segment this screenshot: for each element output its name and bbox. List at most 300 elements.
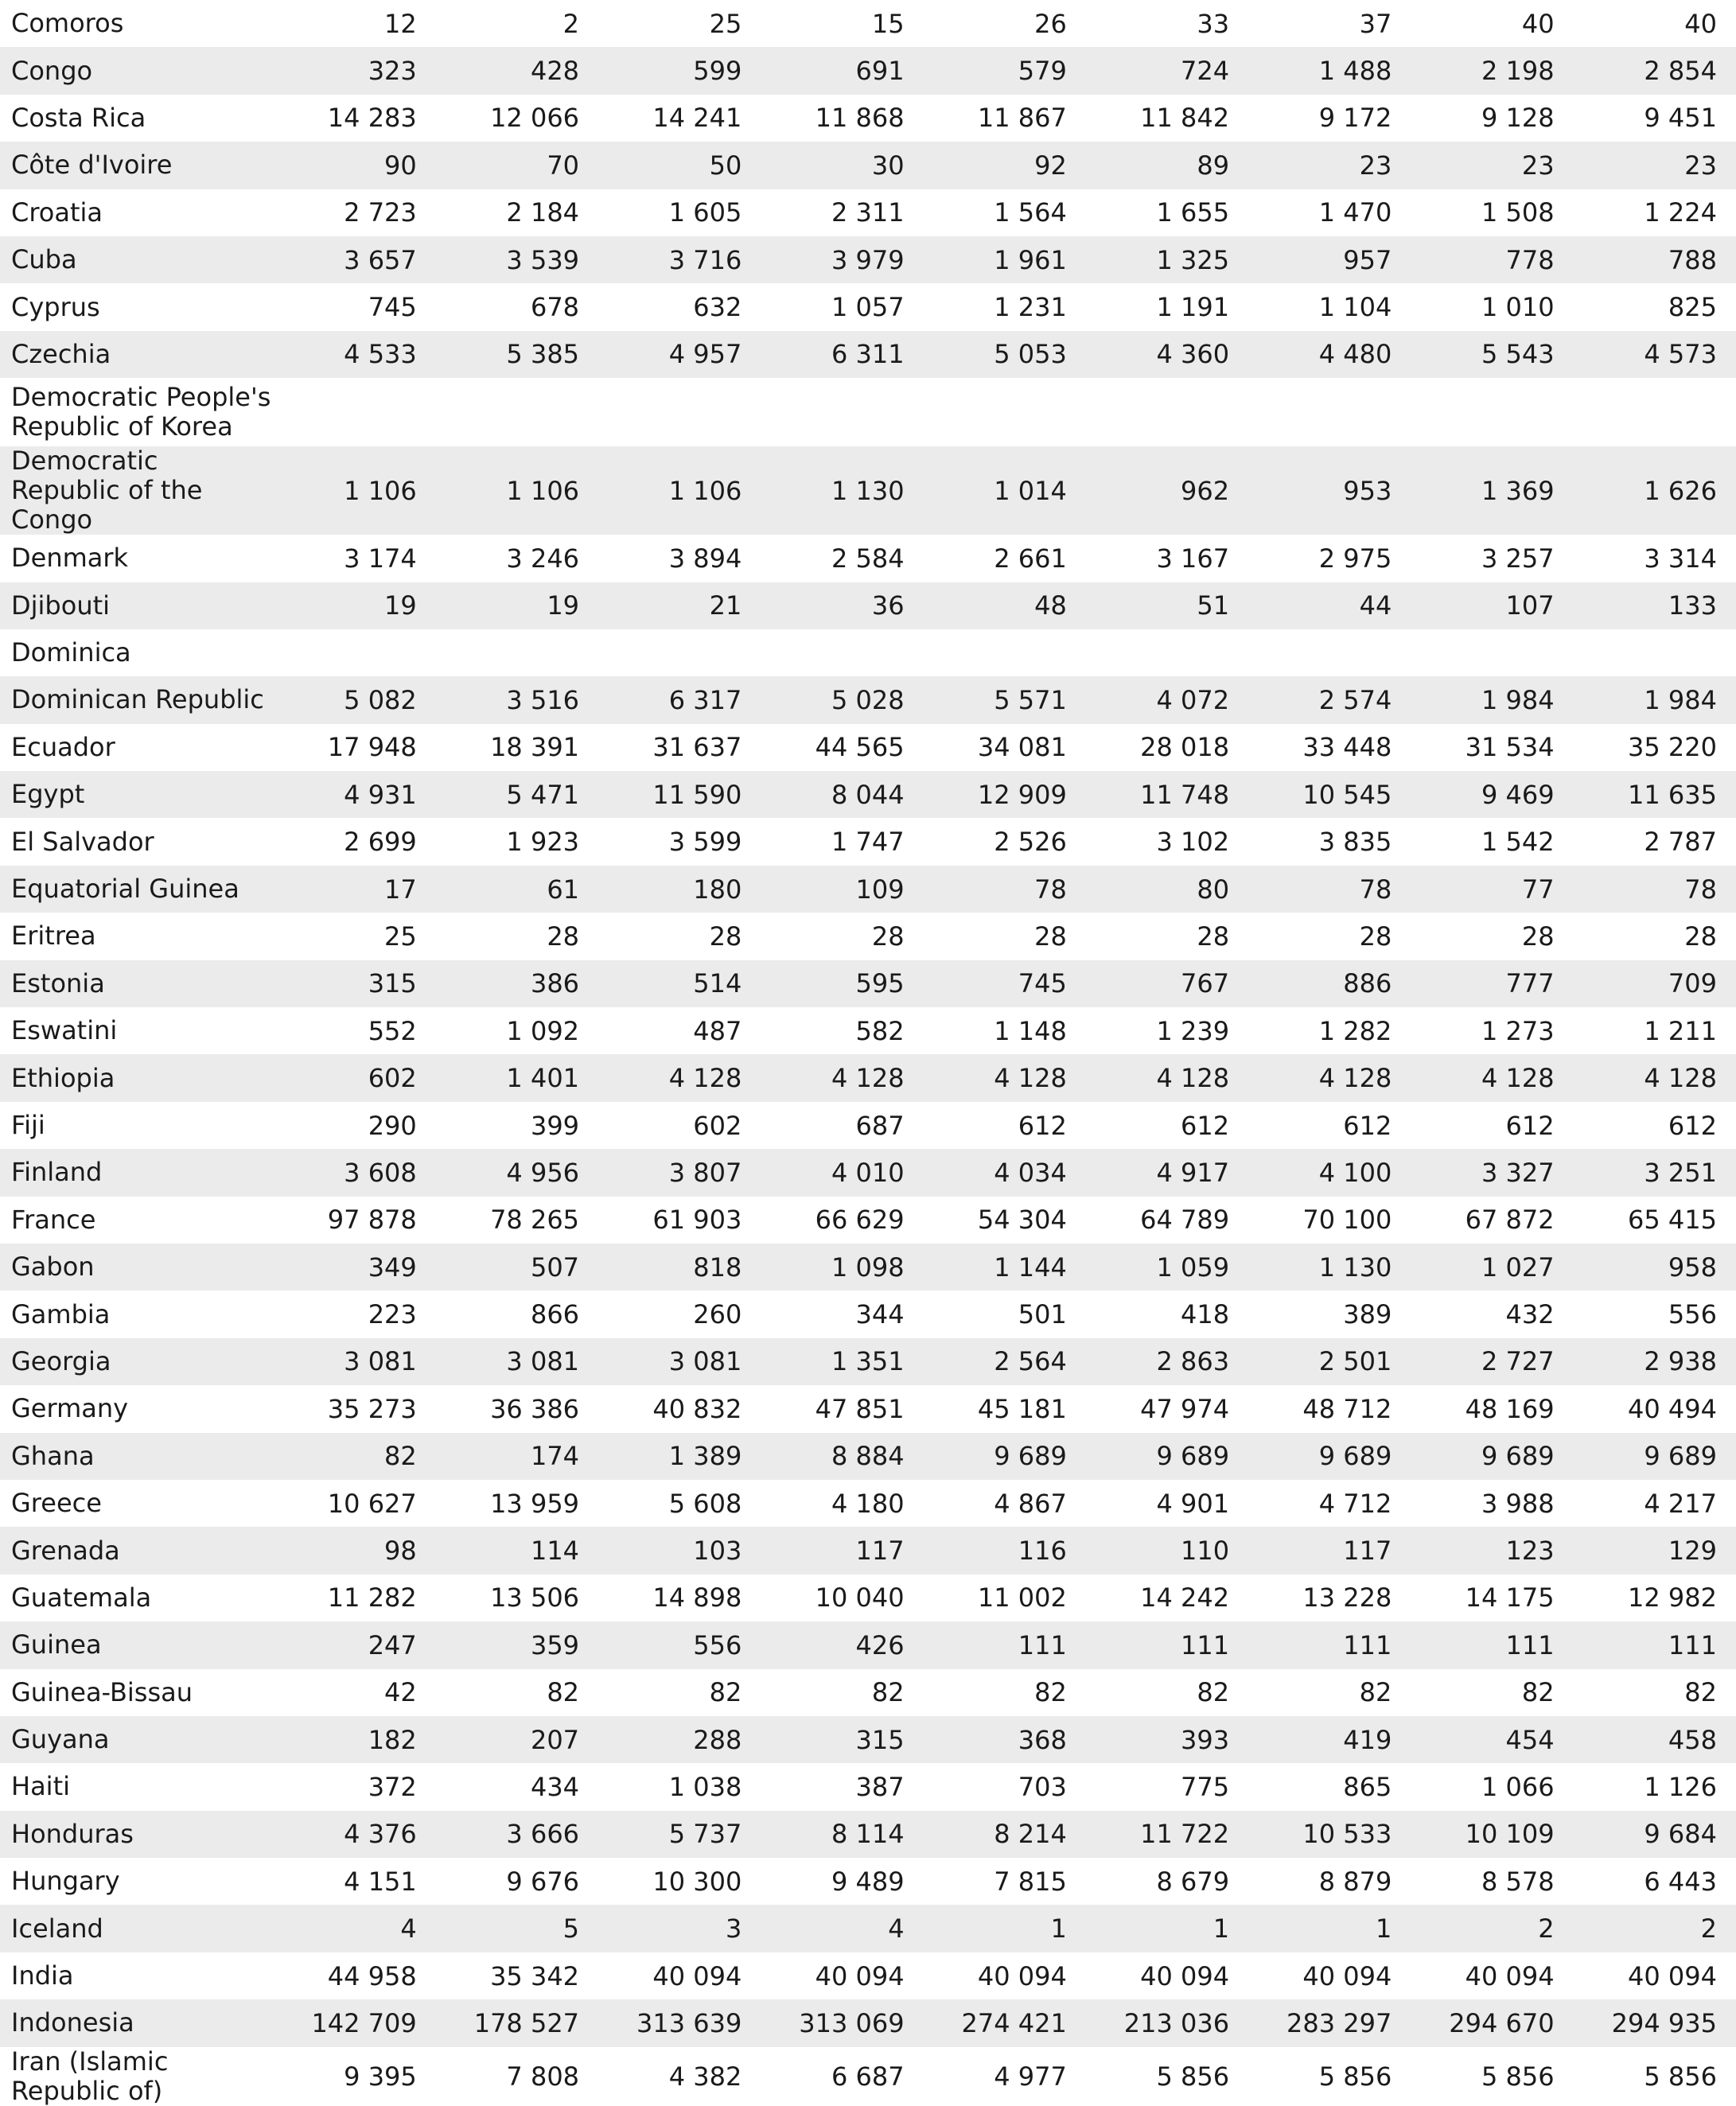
value-cell: 886 <box>1248 960 1411 1007</box>
table-row <box>0 535 1736 582</box>
value-cell: 2 699 <box>344 827 417 858</box>
value-cell: 3 327 <box>1411 1149 1573 1196</box>
value-cell: 47 974 <box>1140 1393 1230 1424</box>
value-cell: 2 311 <box>831 197 905 228</box>
value-cell: 323 <box>274 47 436 94</box>
value-cell: 78 <box>924 866 1086 913</box>
value-cell: 4 480 <box>1248 331 1411 378</box>
table-row <box>0 446 1736 535</box>
value-cell: 14 283 <box>327 103 417 134</box>
value-cell: 8 578 <box>1481 1866 1555 1897</box>
value-cell: 953 <box>1248 446 1411 535</box>
value-cell: 98 <box>274 1527 436 1574</box>
value-cell: 4 128 <box>924 1054 1086 1101</box>
value-cell: 1 106 <box>274 446 436 535</box>
country-name-cell: Eritrea <box>11 921 96 952</box>
country-name-cell: Greece <box>11 1488 102 1519</box>
value-cell: 6 311 <box>761 331 923 378</box>
value-cell: 3 608 <box>274 1149 436 1196</box>
value-cell: 825 <box>1668 292 1717 323</box>
value-cell: 7 815 <box>994 1866 1067 1897</box>
value-cell: 180 <box>598 866 761 913</box>
country-name-cell: Equatorial Guinea <box>0 866 274 913</box>
value-cell: 17 <box>274 866 436 913</box>
country-name-cell: Czechia <box>0 331 274 378</box>
table-row <box>0 1811 1736 1858</box>
value-cell: 89 <box>1086 142 1248 189</box>
value-cell: 4 382 <box>668 2061 742 2092</box>
value-cell: 25 <box>384 921 417 952</box>
value-cell: 556 <box>1668 1299 1717 1330</box>
value-cell: 1 <box>1086 1905 1248 1952</box>
value-cell: 454 <box>1411 1716 1573 1763</box>
value-cell: 1 564 <box>994 197 1067 228</box>
value-cell: 426 <box>761 1621 923 1668</box>
value-cell: 5 543 <box>1411 331 1573 378</box>
table-row <box>0 818 1736 865</box>
value-cell: 4 360 <box>1086 331 1248 378</box>
value-cell: 556 <box>598 1621 761 1668</box>
value-cell: 818 <box>598 1244 761 1290</box>
value-cell: 67 872 <box>1465 1205 1555 1236</box>
value-cell: 14 175 <box>1465 1582 1555 1614</box>
value-cell: 3 666 <box>436 1811 598 1858</box>
value-cell: 1 923 <box>506 827 580 858</box>
country-name-cell: Denmark <box>11 543 129 574</box>
value-cell: 1 401 <box>436 1054 598 1101</box>
value-cell: 114 <box>436 1527 598 1574</box>
value-cell: 45 181 <box>977 1393 1067 1424</box>
value-cell: 6 443 <box>1644 1866 1717 1897</box>
value-cell: 1 038 <box>668 1771 742 1802</box>
value-cell: 4 034 <box>924 1149 1086 1196</box>
value-cell: 612 <box>1668 1110 1717 1141</box>
value-cell: 44 <box>1248 582 1411 629</box>
value-cell: 1 010 <box>1481 292 1555 323</box>
value-cell: 11 282 <box>327 1582 417 1614</box>
value-cell: 23 <box>1574 142 1736 189</box>
table-row <box>0 629 1736 676</box>
value-cell: 288 <box>598 1716 761 1763</box>
table-row <box>0 1952 1736 1999</box>
value-cell: 2 787 <box>1644 827 1717 858</box>
value-cell: 313 069 <box>761 1999 923 2046</box>
country-name-cell: Democratic Republic of the Congo <box>0 446 274 535</box>
value-cell <box>761 378 923 446</box>
value-cell: 48 <box>924 582 1086 629</box>
value-cell: 51 <box>1086 582 1248 629</box>
value-cell <box>1411 378 1573 446</box>
value-cell: 35 220 <box>1628 732 1717 763</box>
value-cell: 2 526 <box>994 827 1067 858</box>
value-cell <box>274 378 436 446</box>
value-cell: 14 898 <box>652 1582 742 1614</box>
value-cell: 4 072 <box>1086 676 1248 723</box>
value-cell: 315 <box>274 960 436 1007</box>
value-cell: 111 <box>1248 1621 1411 1668</box>
table-row <box>0 1858 1736 1905</box>
value-cell: 10 300 <box>652 1866 742 1897</box>
value-cell: 5 856 <box>1156 2061 1230 2092</box>
country-name-cell: Cuba <box>0 236 274 283</box>
country-name-cell: Congo <box>0 47 274 94</box>
value-cell: 4 533 <box>274 331 436 378</box>
value-cell: 92 <box>924 142 1086 189</box>
value-cell: 501 <box>1018 1299 1067 1330</box>
value-cell: 82 <box>871 1677 905 1708</box>
value-cell: 35 273 <box>327 1393 417 1424</box>
country-name-cell: Cyprus <box>11 291 100 322</box>
value-cell: 612 <box>1018 1110 1067 1141</box>
value-cell: 2 574 <box>1248 676 1411 723</box>
value-cell: 4 128 <box>1086 1054 1248 1101</box>
value-cell: 1 626 <box>1574 446 1736 535</box>
value-cell: 50 <box>598 142 761 189</box>
value-cell: 4 151 <box>344 1866 417 1897</box>
table-row <box>0 142 1736 189</box>
country-name-cell: Egypt <box>0 771 274 818</box>
value-cell: 7 808 <box>506 2061 580 2092</box>
value-cell: 47 851 <box>815 1393 905 1424</box>
value-cell: 110 <box>1086 1527 1248 1574</box>
value-cell: 4 010 <box>761 1149 923 1196</box>
value-cell: 182 <box>274 1716 436 1763</box>
value-cell: 5 856 <box>1481 2061 1555 2092</box>
value-cell: 111 <box>924 1621 1086 1668</box>
value-cell: 133 <box>1574 582 1736 629</box>
value-cell: 612 <box>1181 1110 1230 1141</box>
value-cell: 28 <box>1684 921 1717 952</box>
value-cell: 44 565 <box>815 732 905 763</box>
value-cell: 3 988 <box>1481 1488 1555 1519</box>
value-cell <box>598 629 761 676</box>
table-row <box>0 724 1736 771</box>
country-name-cell: Guinea-Bissau <box>11 1676 193 1707</box>
value-cell: 11 748 <box>1086 771 1248 818</box>
value-cell: 1 984 <box>1574 676 1736 723</box>
country-name-cell: Eswatini <box>11 1015 118 1046</box>
value-cell: 61 <box>436 866 598 913</box>
value-cell: 11 868 <box>815 103 905 134</box>
value-cell: 9 469 <box>1411 771 1573 818</box>
value-cell: 65 415 <box>1628 1205 1717 1236</box>
value-cell: 9 684 <box>1574 1811 1736 1858</box>
value-cell: 9 395 <box>344 2061 417 2092</box>
value-cell: 612 <box>1343 1110 1392 1141</box>
value-cell <box>924 378 1086 446</box>
value-cell <box>924 629 1086 676</box>
value-cell: 2 184 <box>506 197 580 228</box>
value-cell: 28 <box>1359 921 1392 952</box>
value-cell: 70 <box>436 142 598 189</box>
value-cell: 18 391 <box>490 732 580 763</box>
table-row <box>0 331 1736 378</box>
value-cell: 90 <box>274 142 436 189</box>
value-cell: 2 938 <box>1574 1338 1736 1385</box>
value-cell: 3 314 <box>1644 543 1717 574</box>
value-cell: 691 <box>761 47 923 94</box>
value-cell: 678 <box>530 292 580 323</box>
value-cell: 111 <box>1411 1621 1573 1668</box>
value-cell: 21 <box>598 582 761 629</box>
value-cell: 4 977 <box>994 2061 1067 2092</box>
value-cell: 247 <box>274 1621 436 1668</box>
value-cell: 612 <box>1505 1110 1555 1141</box>
value-cell: 602 <box>274 1054 436 1101</box>
value-cell: 111 <box>1086 1621 1248 1668</box>
value-cell: 3 102 <box>1156 827 1230 858</box>
value-cell: 37 <box>1359 8 1392 39</box>
value-cell: 13 228 <box>1302 1582 1392 1614</box>
country-name-cell: Haiti <box>11 1771 70 1802</box>
value-cell: 2 661 <box>994 543 1067 574</box>
value-cell: 514 <box>598 960 761 1007</box>
country-name-cell: Costa Rica <box>11 102 146 133</box>
value-cell: 3 <box>598 1905 761 1952</box>
country-name-cell: El Salvador <box>11 826 154 857</box>
value-cell: 5 028 <box>761 676 923 723</box>
value-cell: 2 723 <box>344 197 417 228</box>
value-cell: 35 342 <box>490 1960 580 1991</box>
value-cell: 10 040 <box>815 1582 905 1614</box>
value-cell: 1 027 <box>1411 1244 1573 1290</box>
value-cell: 80 <box>1086 866 1248 913</box>
value-cell: 294 670 <box>1411 1999 1573 2046</box>
country-name-cell: India <box>11 1960 74 1991</box>
value-cell: 4 917 <box>1086 1149 1248 1196</box>
value-cell: 9 172 <box>1318 103 1392 134</box>
value-cell: 5 053 <box>924 331 1086 378</box>
value-cell: 703 <box>1018 1771 1067 1802</box>
value-cell: 1 <box>1248 1905 1411 1952</box>
value-cell: 82 <box>709 1677 742 1708</box>
value-cell: 3 081 <box>274 1338 436 1385</box>
table-row <box>0 1102 1736 1149</box>
value-cell: 9 128 <box>1481 103 1555 134</box>
value-cell: 9 451 <box>1644 103 1717 134</box>
value-cell: 5 385 <box>436 331 598 378</box>
value-cell: 31 534 <box>1465 732 1555 763</box>
value-cell: 8 114 <box>761 1811 923 1858</box>
value-cell: 1 239 <box>1156 1015 1230 1046</box>
value-cell: 274 421 <box>924 1999 1086 2046</box>
table-row <box>0 378 1736 446</box>
table-row <box>0 2047 1736 2106</box>
table-row <box>0 1149 1736 1196</box>
value-cell: 3 835 <box>1318 827 1392 858</box>
value-cell: 123 <box>1411 1527 1573 1574</box>
table-row <box>0 1999 1736 2046</box>
value-cell: 8 214 <box>924 1811 1086 1858</box>
value-cell: 223 <box>368 1299 417 1330</box>
value-cell: 1 470 <box>1318 197 1392 228</box>
value-cell: 602 <box>693 1110 742 1141</box>
value-cell: 15 <box>871 8 905 39</box>
table-row <box>0 1433 1736 1480</box>
value-cell <box>761 629 923 676</box>
table-row <box>0 1905 1736 1952</box>
value-cell: 4 217 <box>1644 1488 1717 1519</box>
country-name-cell: Indonesia <box>0 1999 274 2046</box>
value-cell: 64 789 <box>1140 1205 1230 1236</box>
value-cell: 5 471 <box>436 771 598 818</box>
value-cell: 1 066 <box>1481 1771 1555 1802</box>
value-cell: 3 081 <box>436 1338 598 1385</box>
value-cell: 10 533 <box>1248 1811 1411 1858</box>
value-cell: 44 958 <box>327 1960 417 1991</box>
value-cell: 1 605 <box>668 197 742 228</box>
value-cell: 1 655 <box>1156 197 1230 228</box>
value-cell: 3 081 <box>598 1338 761 1385</box>
value-cell: 40 <box>1521 8 1555 39</box>
value-cell: 2 <box>1411 1905 1573 1952</box>
country-name-cell: Estonia <box>0 960 274 1007</box>
value-cell: 103 <box>598 1527 761 1574</box>
value-cell: 213 036 <box>1086 1999 1248 2046</box>
value-cell: 507 <box>436 1244 598 1290</box>
value-cell: 40 832 <box>652 1393 742 1424</box>
value-cell: 778 <box>1411 236 1573 283</box>
value-cell: 3 716 <box>598 236 761 283</box>
value-cell: 25 <box>709 8 742 39</box>
value-cell: 1 961 <box>924 236 1086 283</box>
value-cell: 2 727 <box>1411 1338 1573 1385</box>
value-cell: 11 867 <box>977 103 1067 134</box>
value-cell: 1 014 <box>924 446 1086 535</box>
table-row <box>0 1054 1736 1101</box>
value-cell: 387 <box>855 1771 905 1802</box>
value-cell: 3 516 <box>436 676 598 723</box>
table-row <box>0 1575 1736 1621</box>
value-cell: 11 590 <box>598 771 761 818</box>
country-name-cell: Guinea <box>0 1621 274 1668</box>
value-cell: 31 637 <box>652 732 742 763</box>
value-cell: 3 979 <box>761 236 923 283</box>
value-cell: 28 <box>1197 921 1230 952</box>
value-cell: 386 <box>436 960 598 1007</box>
value-cell: 66 629 <box>815 1205 905 1236</box>
table-row <box>0 866 1736 913</box>
country-name-cell: Grenada <box>0 1527 274 1574</box>
value-cell: 1 144 <box>924 1244 1086 1290</box>
value-cell: 4 128 <box>761 1054 923 1101</box>
value-cell: 19 <box>436 582 598 629</box>
value-cell: 40 094 <box>652 1960 742 1991</box>
value-cell: 709 <box>1574 960 1736 1007</box>
value-cell: 5 737 <box>598 1811 761 1858</box>
table-row <box>0 95 1736 142</box>
table-row <box>0 1338 1736 1385</box>
value-cell: 28 <box>1034 921 1067 952</box>
value-cell: 958 <box>1574 1244 1736 1290</box>
value-cell: 23 <box>1411 142 1573 189</box>
value-cell: 4 931 <box>274 771 436 818</box>
value-cell: 1 542 <box>1481 827 1555 858</box>
value-cell: 23 <box>1248 142 1411 189</box>
country-name-cell: Germany <box>11 1393 129 1424</box>
value-cell: 28 018 <box>1140 732 1230 763</box>
value-cell: 48 169 <box>1465 1393 1555 1424</box>
value-cell: 3 894 <box>668 543 742 574</box>
value-cell: 142 709 <box>274 1999 436 2046</box>
value-cell: 40 094 <box>1140 1960 1230 1991</box>
table-row <box>0 47 1736 94</box>
value-cell: 70 100 <box>1302 1205 1392 1236</box>
value-cell: 745 <box>924 960 1086 1007</box>
country-name-cell: Gambia <box>11 1298 111 1329</box>
value-cell: 418 <box>1181 1299 1230 1330</box>
value-cell: 2 584 <box>831 543 905 574</box>
value-cell: 9 689 <box>1248 1433 1411 1480</box>
value-cell: 34 081 <box>977 732 1067 763</box>
value-cell: 82 <box>274 1433 436 1480</box>
value-cell: 10 109 <box>1411 1811 1573 1858</box>
country-name-cell: Guatemala <box>11 1582 152 1613</box>
value-cell: 962 <box>1086 446 1248 535</box>
value-cell: 117 <box>1248 1527 1411 1574</box>
value-cell: 6 687 <box>831 2061 905 2092</box>
value-cell: 344 <box>855 1299 905 1330</box>
value-cell: 552 <box>368 1015 417 1046</box>
value-cell: 1 092 <box>506 1015 580 1046</box>
value-cell: 5 856 <box>1318 2061 1392 2092</box>
value-cell: 28 <box>1521 921 1555 952</box>
value-cell: 11 842 <box>1140 103 1230 134</box>
value-cell: 1 231 <box>994 292 1067 323</box>
value-cell: 82 <box>1034 1677 1067 1708</box>
table-row <box>0 1007 1736 1054</box>
value-cell: 40 094 <box>815 1960 905 1991</box>
country-name-cell: Côte d'Ivoire <box>0 142 274 189</box>
value-cell: 1 508 <box>1481 197 1555 228</box>
country-name-cell: Gabon <box>0 1244 274 1290</box>
value-cell: 315 <box>761 1716 923 1763</box>
value-cell: 5 856 <box>1644 2061 1717 2092</box>
value-cell: 1 106 <box>598 446 761 535</box>
value-cell <box>1248 378 1411 446</box>
table-row <box>0 1480 1736 1527</box>
value-cell: 19 <box>274 582 436 629</box>
country-name-cell: Ecuador <box>11 731 115 762</box>
value-cell: 866 <box>530 1299 580 1330</box>
value-cell: 2 564 <box>924 1338 1086 1385</box>
country-name-cell: Iceland <box>0 1905 274 1952</box>
value-cell: 17 948 <box>327 732 417 763</box>
value-cell: 40 094 <box>1628 1960 1717 1991</box>
table-row <box>0 1385 1736 1432</box>
value-cell: 372 <box>368 1771 417 1802</box>
table-row <box>0 236 1736 283</box>
country-name-cell: Hungary <box>11 1866 120 1897</box>
value-cell: 14 242 <box>1140 1582 1230 1614</box>
value-cell: 12 982 <box>1628 1582 1717 1614</box>
value-cell <box>598 378 761 446</box>
value-cell: 3 251 <box>1574 1149 1736 1196</box>
table-row <box>0 676 1736 723</box>
table-row <box>0 1527 1736 1574</box>
value-cell: 1 148 <box>994 1015 1067 1046</box>
value-cell: 11 635 <box>1574 771 1736 818</box>
value-cell: 1 389 <box>598 1433 761 1480</box>
value-cell: 8 044 <box>761 771 923 818</box>
value-cell: 33 448 <box>1302 732 1392 763</box>
value-cell: 1 126 <box>1644 1771 1717 1802</box>
country-name-cell: Guyana <box>0 1716 274 1763</box>
value-cell: 399 <box>530 1110 580 1141</box>
value-cell: 40 094 <box>1302 1960 1392 1991</box>
country-name-cell: Iran (Islamic Republic of) <box>11 2046 169 2106</box>
value-cell <box>436 629 598 676</box>
